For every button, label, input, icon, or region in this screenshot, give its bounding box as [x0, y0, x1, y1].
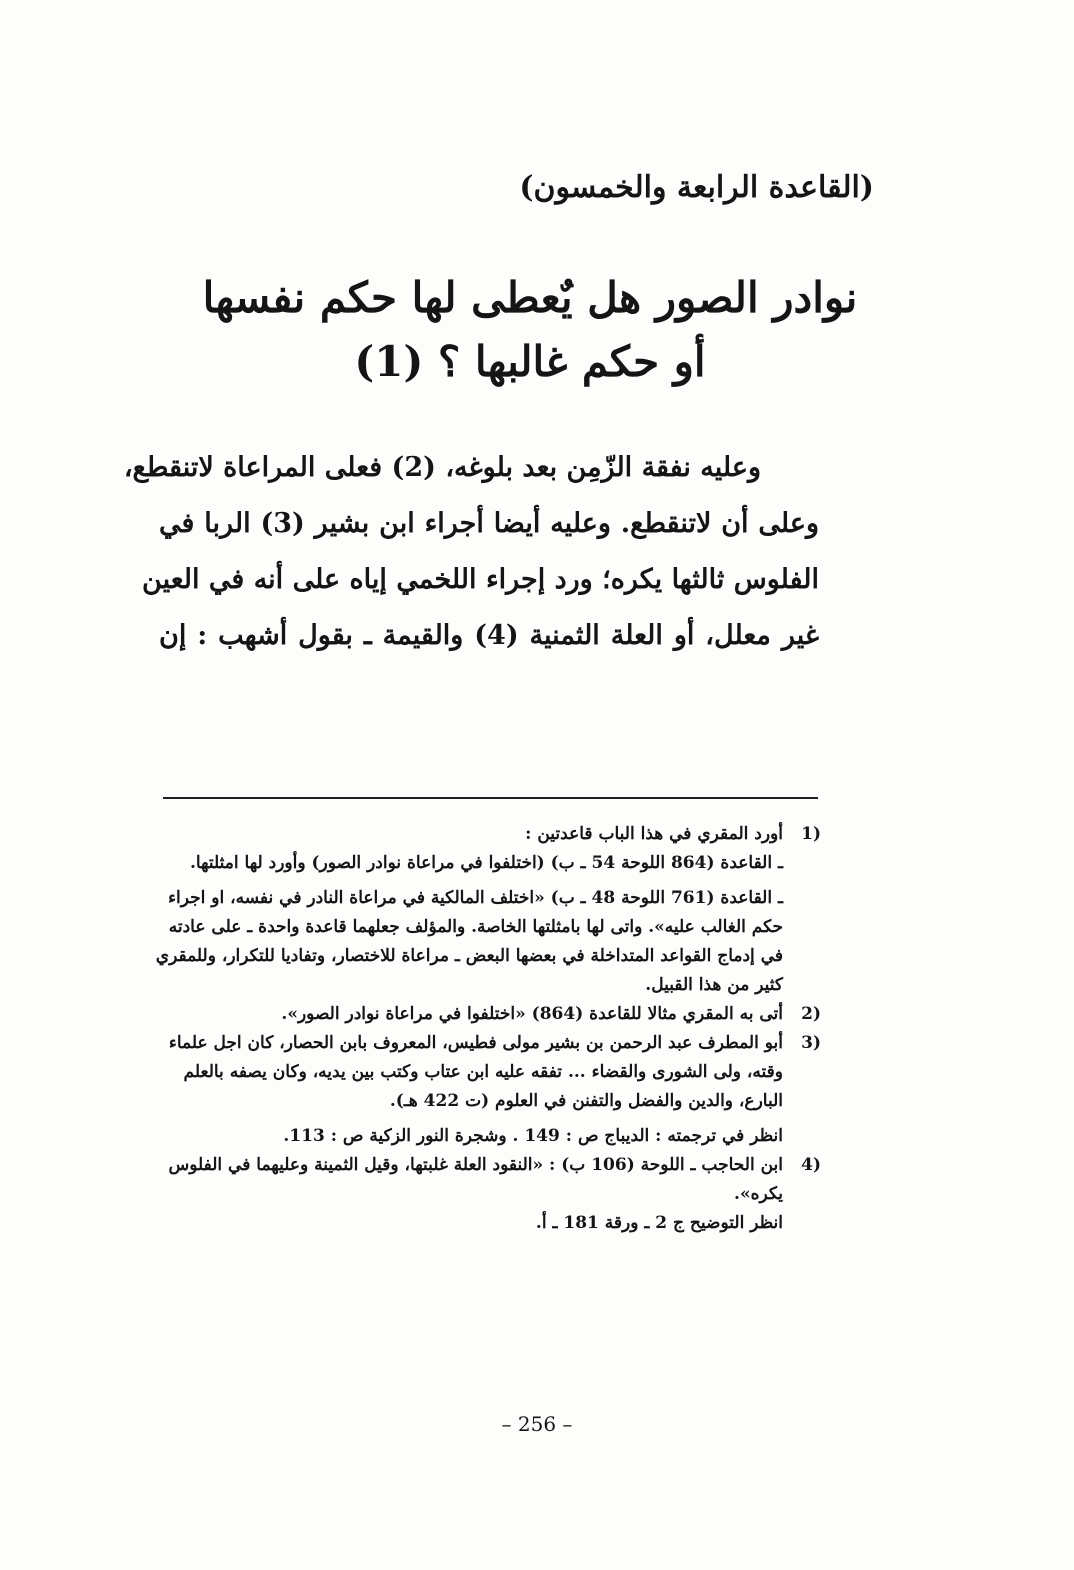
- footnote-paragraph: ابن الحاجب ـ اللوحة (106 ب) : «النقود العلة غلبتها، وقيل الثمينة وعليهما في الفلوس يكره».: [168, 1155, 783, 1204]
- footnote-number: 4): [801, 1155, 821, 1175]
- rule-label: (القاعدة الرابعة والخمسون): [519, 170, 874, 205]
- main-body-text: [123, 440, 819, 664]
- section-title: [150, 266, 910, 394]
- page-number: – 256 –: [501, 1412, 573, 1436]
- footnote-paragraph: انظر التوضيح ج 2 ـ ورقة 181 ـ أ.: [535, 1213, 783, 1233]
- body-line-2: وعلى أن لاتنقطع. وعليه أيضا أجراء ابن بشير (3) الربا في: [159, 508, 819, 539]
- footnote-paragraph: أتى به المقري مثالا للقاعدة (864) «اختلفوا في مراعاة نوادر الصور».: [281, 1004, 783, 1024]
- footnote-number: 2): [801, 1004, 821, 1024]
- section-title-line-2: أو حكم غالبها ؟ (1): [354, 337, 706, 386]
- footnote-paragraph: انظر في ترجمته : الديباج ص : 149 . وشجرة النور الزكية ص : 113.: [283, 1126, 783, 1146]
- footnote-paragraph: ـ القاعدة (761 اللوحة 48 ـ ب) «اختلف المالكية في مراعاة النادر في نفسه، او اجراء حكم الغالب عليه». واتى لها بامثلتها الخاصة. والمؤلف جعلهما قاعدة واحدة ـ على عادته في إدماج القواعد المتداخلة في بعضها البعض ـ مراعاة للاختصار، وتفاديا للتكرار، وللمقري كثير من هذا القبيل.: [155, 888, 783, 995]
- footnote-paragraph: أورد المقري في هذا الباب قاعدتين :: [525, 824, 783, 844]
- body-line-3: الفلوس ثالثها يكره؛ ورد إجراء اللخمي إياه على أنه في العين: [142, 564, 819, 595]
- footnote-paragraph: ـ القاعدة (864 اللوحة 54 ـ ب) (اختلفوا في مراعاة نوادر الصور) وأورد لها امثلتها.: [189, 853, 783, 873]
- footnote-2: [155, 1000, 825, 1029]
- section-title-line-1: نوادر الصور هل يٌعطى لها حكم نفسها: [202, 273, 858, 322]
- footnote-number: 1): [801, 824, 821, 844]
- body-line-4: غير معلل، أو العلة الثمنية (4) والقيمة ـ بقول أشهب : إن: [159, 620, 819, 651]
- footnote-separator: [163, 797, 818, 799]
- footnotes: [155, 820, 825, 1238]
- footnote-1: [155, 820, 825, 1000]
- footnote-4: [155, 1151, 825, 1238]
- body-line-1: وعليه نفقة الزّمِن بعد بلوغه، (2) فعلى المراعاة لاتنقطع،: [123, 452, 761, 483]
- footnote-3: [155, 1029, 825, 1151]
- footnote-paragraph: أبو المطرف عبد الرحمن بن بشير مولى فطيس، المعروف بابن الحصار، كان اجل علماء وقته، ولى الشورى والقضاء ... تفقه عليه ابن عتاب وكتب بين يديه، وكان يصفه بالعلم البارع، والدين والفضل والتفنن في العلوم (ت 422 هـ).: [168, 1033, 783, 1111]
- footnote-number: 3): [801, 1033, 821, 1053]
